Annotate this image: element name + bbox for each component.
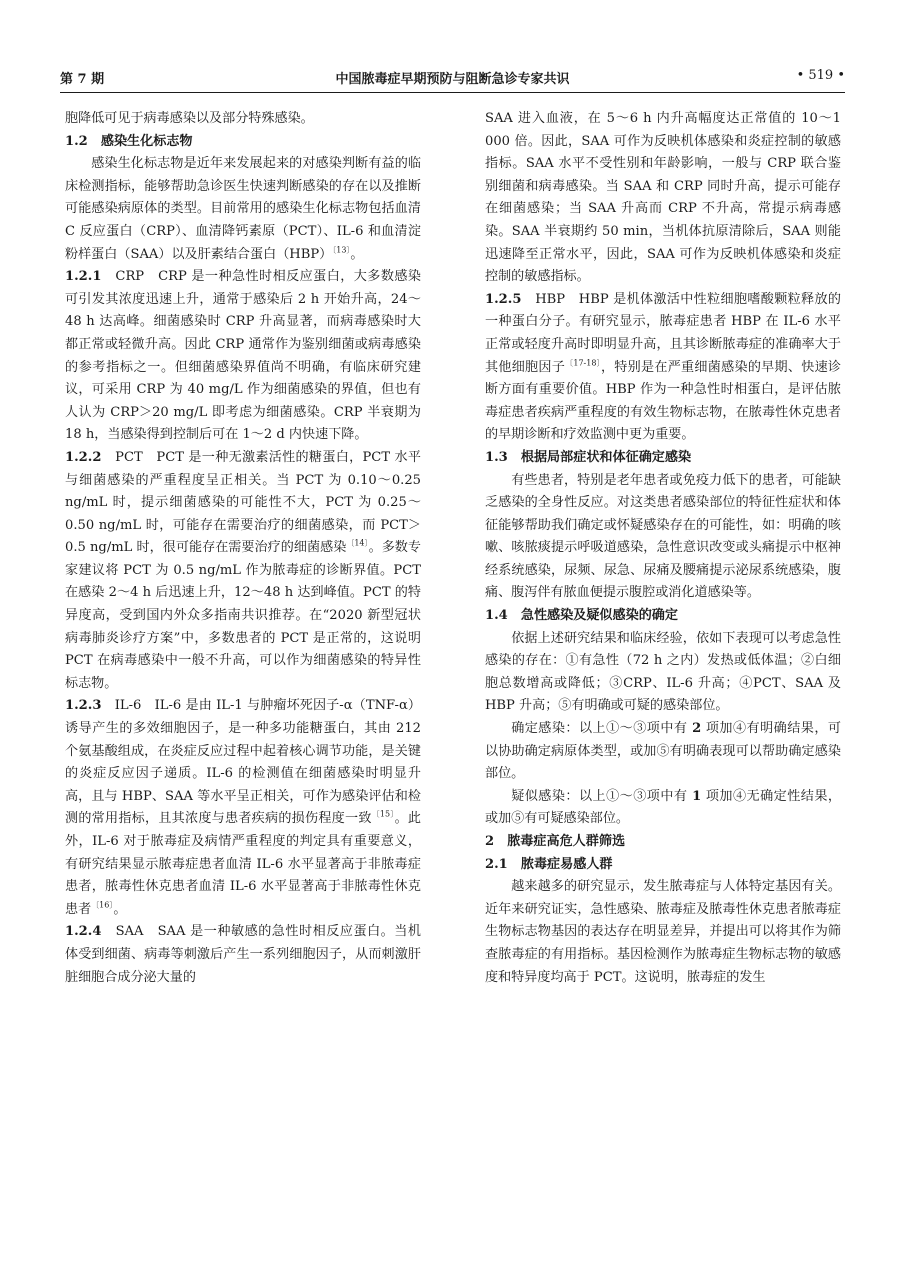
paragraph <box>65 153 421 266</box>
running-header <box>60 68 845 90</box>
bold-number: 2 <box>692 721 702 737</box>
citation: 〔15〕 <box>371 810 395 820</box>
left-column <box>65 108 421 989</box>
issue-number: 第 7 期 <box>60 72 105 87</box>
header-rule <box>60 92 845 93</box>
page-number: • 519 • <box>796 68 845 83</box>
paragraph-text: 。 <box>350 246 364 262</box>
paragraph-text: SAA SAA 是一种敏感的急性时相反应蛋白。当机体受到细菌、病毒等刺激后产生一系列细胞因子，从而刺激肝脏细胞合成分泌大量的 <box>65 924 421 985</box>
paragraph: 越来越多的研究显示，发生脓毒症与人体特定基因有关。近年来研究证实，急性感染、脓毒症及脓毒性休克患者脓毒症生物标志物基因的表达存在明显差异，并提出可以将其作为筛查脓毒症的有用指标。基因检测作为脓毒症生物标志物的敏感度和特异度均高于 PCT。这说明，脓毒症的发生 <box>485 879 841 985</box>
paragraph-text: HBP HBP 是机体激活中性粒细胞嗜酸颗粒释放的一种蛋白分子。有研究显示，脓毒症患者 HBP 在 IL-6 水平正常或轻度升高时即明显升高，且其诊断脓毒症的准确率大于其他细胞因子 <box>485 291 841 375</box>
paragraph-text: 确定感染：以上①～③项中有 <box>511 721 693 737</box>
paragraph-text: PCT PCT 是一种无激素活性的糖蛋白，PCT 水平与细菌感染的严重程度呈正相关。当 PCT 为 0.10～0.25 ng/mL 时，提示细菌感染的可能性不大，PCT 为 0.25～0.50 ng/mL 时，可能存在需要治疗的细菌感染，而 PCT＞0.5 ng/mL 时，很可能存在需要治疗的细菌感染 <box>65 449 421 556</box>
paragraph <box>485 289 841 447</box>
subsection-number: 1.2.3 <box>65 698 102 714</box>
paragraph-text: 。此外，IL-6 对于脓毒症及病情严重程度的判定具有重要意义，有研究结果显示脓毒症患者血清 IL-6 水平显著高于非脓毒症患者，脓毒性休克患者血清 IL-6 水平显著高于非脓毒性休克患者 <box>65 811 422 917</box>
citation: 〔14〕 <box>346 538 369 548</box>
paragraph-text: 疑似感染：以上①～③项中有 <box>511 788 693 804</box>
paragraph-text: 项加④无确定性结果，或加⑤有可疑感染部位。 <box>485 788 841 827</box>
paragraph-text: 。多数专家建议将 PCT 为 0.5 ng/mL 作为脓毒症的诊断界值。PCT 在感染 2～4 h 后迅速上升，12～48 h 达到峰值。PCT 的特异度高，受到国内外众多指南共识推荐。在“2020 新型冠状病毒肺炎诊疗方案”中，多数患者的 PCT 是正常的，这说明 PCT 在病毒感染中一般不升高，可以作为细菌感染的特异性标志物。 <box>65 540 422 691</box>
section-heading-2: 2 脓毒症高危人群筛选 <box>485 834 626 849</box>
subsection-number: 1.2.1 <box>65 269 102 285</box>
paragraph <box>485 718 841 786</box>
paragraph-text: IL-6 IL-6 是由 IL-1 与肿瘤坏死因子-α（TNF-α）诱导产生的多效细胞因子，是一种多功能糖蛋白，其由 212 个氨基酸组成，在炎症反应过程中起着核心调节功能，是关键的炎症反应因子递质。IL-6 的检测值在细菌感染时明显升高，且与 HBP、SAA 等水平呈正相关，可作为感染评估和检测的常用指标，且其浓度与患者疾病的损伤程度一致 <box>65 698 421 827</box>
paragraph-text: 感染生化标志物是近年来发展起来的对感染判断有益的临床检测指标，能够帮助急诊医生快速判断感染的存在以及推断可能感染病原体的类型。目前常用的感染生化标志物包括血清 C 反应蛋白（CRP）、血清降钙素原（PCT）、IL-6 和血清淀粉样蛋白（SAA）以及肝素结合蛋白（HBP） <box>65 156 421 262</box>
bold-number: 1 <box>692 788 702 804</box>
subsection-number: 1.2.2 <box>65 449 102 465</box>
paragraph: 胞降低可见于病毒感染以及部分特殊感染。 <box>65 111 314 126</box>
running-title: 中国脓毒症早期预防与阻断急诊专家共识 <box>335 72 570 87</box>
section-heading-1-3: 1.3 根据局部症状和体征确定感染 <box>485 449 692 465</box>
section-heading-1-2: 1.2 感染生化标志物 <box>65 133 193 149</box>
citation: 〔16〕 <box>91 900 114 910</box>
paragraph <box>65 447 421 696</box>
paragraph: 依据上述研究结果和临床经验，依如下表现可以考虑急性感染的存在：①有急性（72 h 之内）发热或低体温；②白细胞总数增高或降低；③CRP、IL-6 升高；④PCT、SAA 及 HBP 升高；⑤有明确或可疑的感染部位。 <box>485 630 841 714</box>
paragraph: SAA 进入血液，在 5～6 h 内升高幅度达正常值的 10～1 000 倍。因此，SAA 可作为反映机体感染和炎症控制的敏感指标。SAA 水平不受性别和年龄影响，一般与 CRP 联合鉴别细菌和病毒感染。当 SAA 和 CRP 同时升高，提示可能存在细菌感染；当 SAA 升高而 CRP 不升高，常提示病毒感染。SAA 半衰期约 50 min，当机体抗原清除后，SAA 则能迅速降至正常水平，因此，SAA 可作为反映机体感染和炎症控制的敏感指标。 <box>485 111 841 285</box>
paragraph: 有些患者，特别是老年患者或免疫力低下的患者，可能缺乏感染的全身性反应。对这类患者感染部位的特征性症状和体征能够帮助我们确定或怀疑感染存在的可能性，如：明确的咳嗽、咳脓痰提示呼吸道感染，急性意识改变或头痛提示中枢神经系统感染，尿频、尿急、尿痛及腰痛提示泌尿系统感染，腹痛、腹泻伴有脓血便提示腹腔或消化道感染等。 <box>485 472 841 601</box>
section-heading-1-4: 1.4 急性感染及疑似感染的确定 <box>485 608 678 624</box>
paragraph <box>65 266 421 447</box>
paragraph <box>65 695 421 921</box>
paragraph-text: 。 <box>113 901 127 917</box>
subsection-number: 1.2.5 <box>485 291 522 307</box>
paragraph-text: 项加④有明确结果，可以协助确定病原体类型，或加⑤有明确表现可以帮助确定感染部位。 <box>485 721 841 782</box>
paragraph-text: ，特别是在严重细菌感染的早期、快速诊断方面有重要价值。HBP 作为一种急性时相蛋白，是评估脓毒症患者疾病严重程度的有效生物标志物，在脓毒性休克患者的早期诊断和疗效监测中更为重要。 <box>485 359 842 443</box>
citation: 〔13〕 <box>332 245 351 255</box>
paragraph <box>485 786 841 831</box>
right-column <box>485 108 841 989</box>
paragraph <box>65 921 421 989</box>
citation: 〔17-18〕 <box>565 358 601 368</box>
paragraph-text: CRP CRP 是一种急性时相反应蛋白，大多数感染可引发其浓度迅速上升，通常于感染后 2 h 开始升高，24～48 h 达高峰。细菌感染时 CRP 升高显著，而病毒感染时大都正常或轻微升高。因此 CRP 通常作为鉴别细菌或病毒感染的参考指标之一。但细菌感染界值尚不明确，有临床研究建议，可采用 CRP 为 40 mg/L 作为细菌感染的界值，但也有人认为 CRP＞20 mg/L 即考虑为细菌感染。CRP 半衰期为 18 h，当感染得到控制后可在 1～2 d 内快速下降。 <box>65 269 421 443</box>
subsection-number: 1.2.4 <box>65 924 102 940</box>
section-heading-2-1: 2.1 脓毒症易感人群 <box>485 856 613 872</box>
